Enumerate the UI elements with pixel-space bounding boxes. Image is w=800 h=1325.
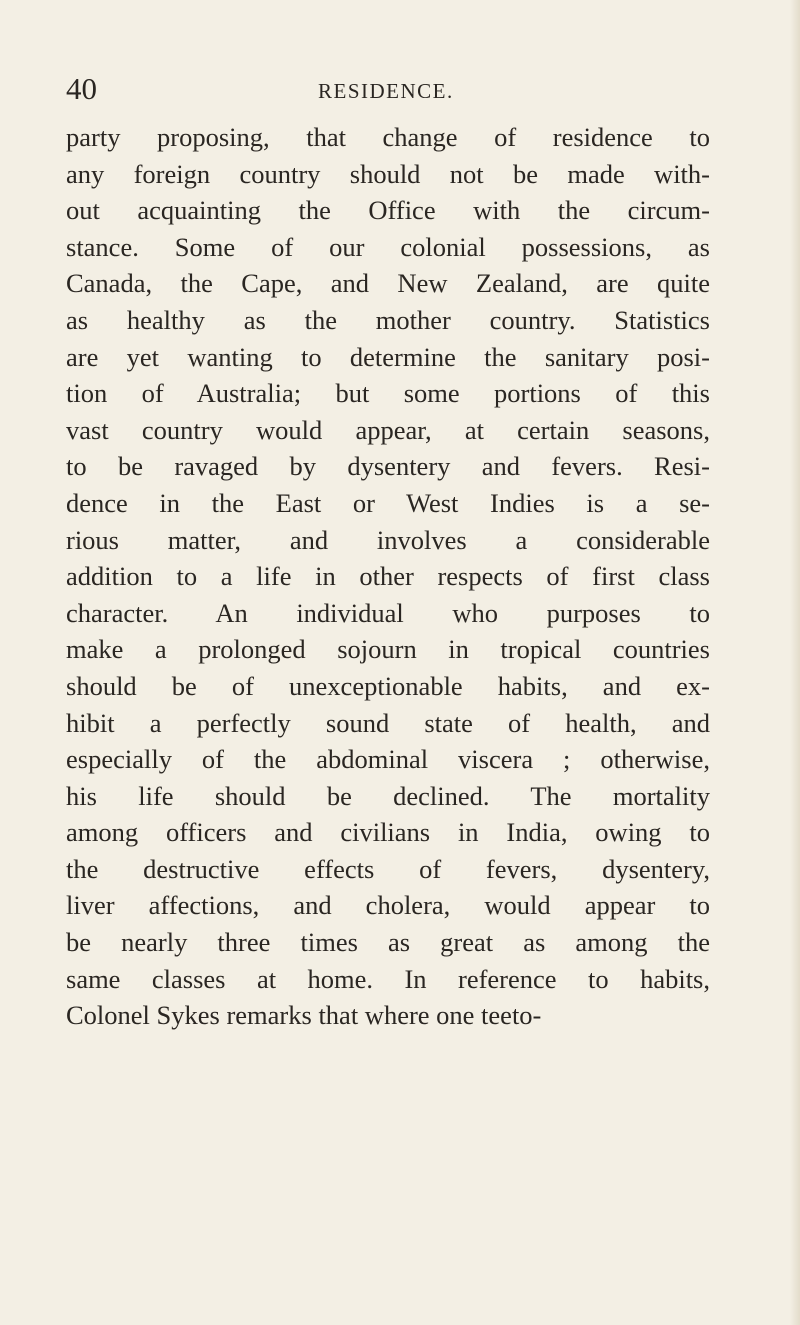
text-line: any foreign country should not be made with- [66,158,710,189]
text-line: liver affections, and cholera, would appear to [66,890,710,921]
text-line: tion of Australia; but some portions of this [66,378,710,409]
text-line: vast country would appear, at certain seasons, [66,414,710,445]
text-line: his life should be declined. The mortality [66,780,710,811]
text-line: rious matter, and involves a considerable [66,524,710,555]
body-text [66,119,710,1034]
text-line: as healthy as the mother country. Statistics [66,304,710,335]
text-line: to be ravaged by dysentery and fevers. Resi- [66,451,710,482]
text-line: stance. Some of our colonial possessions, as [66,231,710,262]
text-line: dence in the East or West Indies is a se- [66,487,710,518]
text-line: especially of the abdominal viscera ; otherwise, [66,744,710,775]
page-edge-shadow [790,0,800,1325]
text-line: Canada, the Cape, and New Zealand, are quite [66,268,710,299]
running-head: RESIDENCE. [318,79,454,103]
text-line: same classes at home. In reference to habits, [66,963,710,994]
page-number: 40 [66,71,97,106]
text-line: should be of unexceptionable habits, and ex- [66,670,710,701]
text-line: character. An individual who purposes to [66,597,710,628]
text-line: party proposing, that change of residence to [66,122,710,152]
text-line: are yet wanting to determine the sanitary posi- [66,341,710,372]
text-line: Colonel Sykes remarks that where one teeto- [66,1000,542,1031]
text-line: among officers and civilians in India, owing to [66,817,710,848]
text-line: hibit a perfectly sound state of health, and [66,707,710,738]
text-line: be nearly three times as great as among the [66,927,710,958]
text-line: addition to a life in other respects of first class [66,561,710,592]
text-line: make a prolonged sojourn in tropical countries [66,634,710,665]
text-line: the destructive effects of fevers, dysentery, [66,853,710,884]
text-line: out acquainting the Office with the circum- [66,195,710,226]
